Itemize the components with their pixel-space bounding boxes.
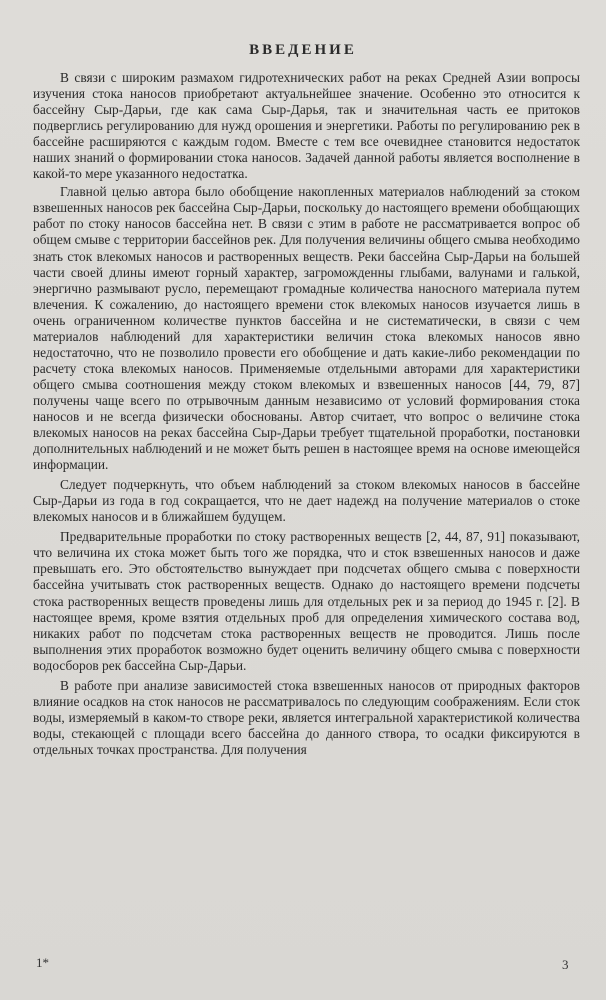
paragraph: В связи с широким размахом гидротехнических работ на реках Средней Азии вопросы изучения стока наносов приобретают актуальнейшее значение. Особенно это относится к бассейну Сыр-Дарьи, где как сама Сыр-Дарья, так и значительная часть ее притоков подверглись регулированию для нужд орошения и энергетики. Работы по регулированию рек в бассейне расширяются с каждым годом. Вместе с тем все очевиднее становится недостаток наших знаний о формировании стока наносов. Задачей данной работы является восполнение в какой-то мере указанного недостатка. bbox=[33, 70, 580, 182]
paragraph: Предварительные проработки по стоку растворенных веществ [2, 44, 87, 91] показывают, что величина их стока может быть того же порядка, что и сток взвешенных наносов и даже превышать его. Это обстоятельство вынуждает при подсчетах общего смыва с поверхности бассейна учитывать сток растворенных веществ. Однако до настоящего времени подсчеты стока растворенных веществ проведены лишь для отдельных рек и за период до 1945 г. [2]. В настоящее время, кроме взятия отдельных проб для определения химического состава вод, никаких работ по подсчетам стока растворенных веществ не проводится. Лишь после выполнения этих проработок возможно будет оценить величину общего смыва с поверхности водосборов рек бассейна Сыр-Дарьи. bbox=[33, 529, 580, 673]
paragraph: Следует подчеркнуть, что объем наблюдений за стоком влекомых наносов в бассейне Сыр-Дарьи из года в год сокращается, что не дает надежд на получение материалов о стоке влекомых наносов и в ближайшем будущем. bbox=[33, 477, 580, 525]
page-title: ВВЕДЕНИЕ bbox=[249, 42, 357, 58]
signature-mark: 1* bbox=[36, 955, 49, 970]
paragraph: В работе при анализе зависимостей стока взвешенных наносов от природных факторов влияние осадков на сток наносов не рассматривалось по следующим соображениям. Если сток воды, измеряемый в каком-то створе реки, является интегральной характеристикой количества воды, стекающей с площади всего бассейна до данного створа, то осадки фиксируются в отдельных точках пространства. Для получения bbox=[33, 677, 580, 757]
body-text bbox=[33, 70, 580, 760]
paragraph: Главной целью автора было обобщение накопленных материалов наблюдений за стоком взвешенных наносов рек бассейна Сыр-Дарьи, поскольку до настоящего времени обобщающих работ по стоку наносов бассейна нет. В связи с этим в работе не рассматривается вопрос об общем смыве с территории бассейнов рек. Для получения величины общего смыва необходимо знать сток влекомых наносов и растворенных веществ. Реки бассейна Сыр-Дарьи на большей части своей длины имеют горный характер, загроможденны глыбами, валунами и галькой, энергично размывают русло, перемещают громадные количества наносного материала путем влечения. К сожалению, до настоящего времени сток влекомых наносов изучается лишь в очень ограниченном количестве пунктов бассейна и не систематически, в связи с чем материалов наблюдений для характеристики величин стока влекомых наносов явно недостаточно, что не позволило провести его обобщение и дать какие-либо рекомендации по расчету стока влекомых наносов. Применяемые отдельными авторами для характеристики общего смыва соотношения между стоком влекомых и взвешенных наносов [44, 79, 87] получены чаще всего по отрывочным данным независимо от условий формирования стока наносов и не всегда физически обоснованы. Автор считает, что вопрос о величине стока влекомых наносов на реках бассейна Сыр-Дарьи требует тщательной проработки, постановки дополнительных наблюдений и не может быть решен в настоящее время на основе имеющейся информации. bbox=[33, 184, 580, 473]
page-number: 3 bbox=[562, 957, 569, 972]
